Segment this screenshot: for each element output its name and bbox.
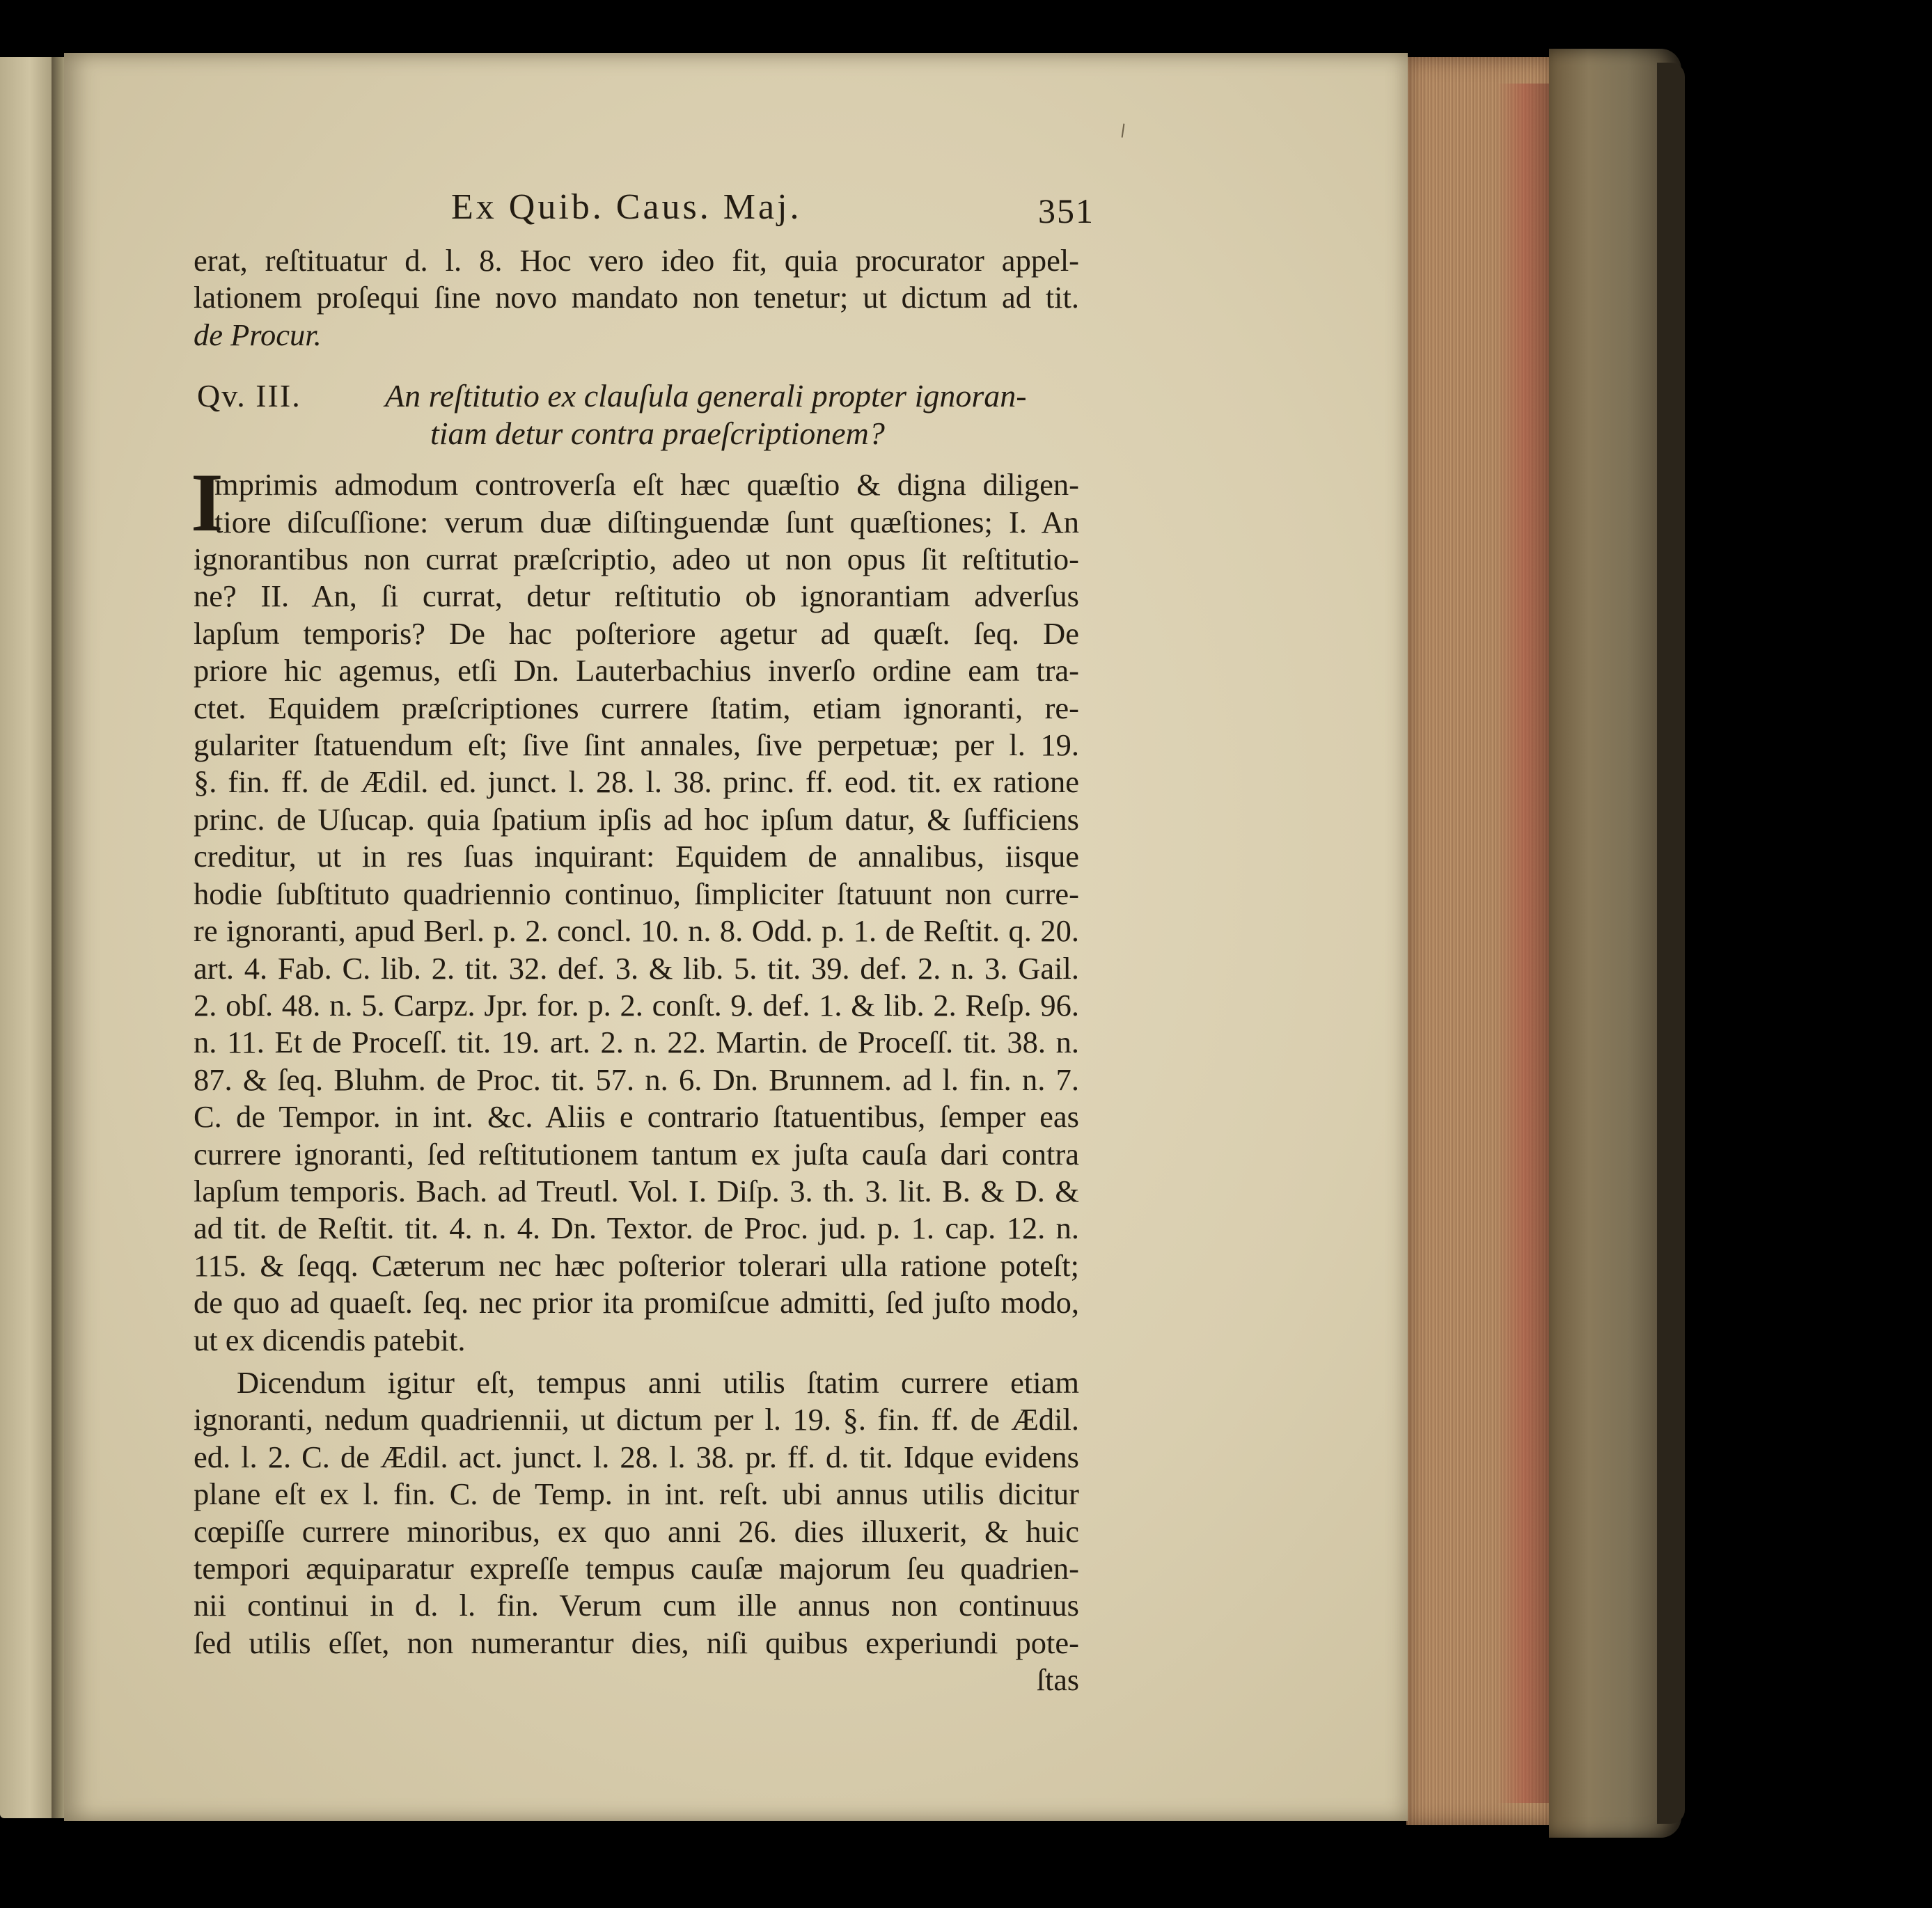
question-heading [194,377,1079,454]
text-line: ctet. Equidem præſcriptiones currere ſtatim, etiam ignoranti, re- [194,690,1079,725]
text-line: ſed utilis eſſet, non numerantur dies, niſi quibus experiundi pote- [194,1625,1079,1660]
text-line: plane eſt ex l. fin. C. de Temp. in int. reſt. ubi annus utilis dicitur [194,1476,1079,1512]
text-line: ad tit. de Reſtit. tit. 4. n. 4. Dn. Textor. de Proc. jud. p. 1. cap. 12. n. [194,1211,1079,1246]
text-line: §. fin. ff. de Ædil. ed. junct. l. 28. l. 38. princ. ff. eod. tit. ex ratione [194,764,1079,800]
text-line: priore hic agemus, etſi Dn. Lauterbachius inverſo ordine eam tra- [194,653,1079,688]
text-line: ne? II. An, ſi currat, detur reſtitutio ob ignorantiam adverſus [194,578,1079,614]
paragraph-2 [194,1364,1079,1662]
text-line: de Procur. [194,317,322,352]
text-line: Dicendum igitur eſt, tempus anni utilis ſtatim currere etiam [237,1364,1079,1400]
text-line: lapſum temporis. Bach. ad Treutl. Vol. I. Diſp. 3. th. 3. lit. B. & D. & [194,1173,1079,1208]
question-label: Qv. III. [197,378,301,414]
page-text-block [191,187,1094,1699]
drop-cap: I [191,456,223,549]
text-line: nii continui in d. l. fin. Verum cum ille annus non continuus [194,1588,1079,1623]
question-title [385,377,1081,452]
text-line: erat, reſtituatur d. l. 8. Hoc vero ideo fit, quia procurator appel- [194,243,1079,278]
text-line: C. de Tempor. in int. &c. Aliis e contrario ſtatuentibus, ſemper eas [194,1099,1079,1135]
text-line: re ignoranti, apud Berl. p. 2. concl. 10. n. 8. Odd. p. 1. de Reſtit. q. 20. [194,913,1079,949]
page-header [194,187,1094,242]
facing-page-edge [0,57,54,1818]
text-line: tempori æquiparatur expreſſe tempus cauſæ majorum ſeu quadrien- [194,1551,1079,1586]
text-line: hodie ſubſtituto quadriennio continuo, ſimpliciter ſtatuunt non curre- [194,876,1079,911]
text-line: princ. de Uſucap. quia ſpatium ipſis ad hoc ipſum datur, & ſufficiens [194,801,1079,837]
question-title-line: tiam detur contra praeſcriptionem? [430,416,885,452]
text-line: art. 4. Fab. C. lib. 2. tit. 32. def. 3. & lib. 5. tit. 39. def. 2. n. 3. Gail. [194,950,1079,986]
text-line: ed. l. 2. C. de Ædil. act. junct. l. 28. l. 38. pr. ff. d. tit. Idque evidens [194,1439,1079,1474]
text-line: gulariter ſtatuendum eſt; ſive ſint annales, ſive perpetuæ; per l. 19. [194,727,1079,763]
text-line: creditur, ut in res ſuas inquirant: Equidem de annalibus, iisque [194,839,1079,874]
text-line: tiore diſcuſſione: verum duæ diſtinguendæ ſunt quæſtiones; I. An [214,504,1079,539]
text-line: ignorantibus non currat præſcriptio, adeo ut non opus ſit reſtitutio- [194,542,1079,577]
question-title-line: An reſtitutio ex clauſula generali propter ignoran- [385,378,1027,414]
text-line: lationem proſequi ſine novo mandato non tenetur; ut dictum ad tit. [194,280,1079,315]
running-head: Ex Quib. Caus. Maj. [451,187,802,227]
text-line: n. 11. Et de Proceſſ. tit. 19. art. 2. n. 22. Martin. de Proceſſ. tit. 38. n. [194,1025,1079,1060]
page-number: 351 [1038,191,1094,230]
text-line: ut ex dicendis patebit. [194,1322,466,1357]
text-line: cœpiſſe currere minoribus, ex quo anni 26. dies illuxerit, & huic [194,1513,1079,1549]
text-line: 115. & ſeqq. Cæterum nec hæc poſterior tolerari ulla ratione poteſt; [194,1247,1079,1283]
intro-paragraph [194,242,1079,354]
paragraph-1 [191,456,1079,1359]
text-line: ignoranti, nedum quadriennii, ut dictum per l. 19. §. fin. ff. de Ædil. [194,1402,1079,1437]
text-line: mprimis admodum controverſa eſt hæc quæſtio & digna diligen- [214,467,1079,503]
red-edge-tint [1497,84,1553,1803]
text-line: de quo ad quaeſt. ſeq. nec prior ita promiſcue admitti, ſed juſto modo, [194,1285,1079,1320]
book-cover-edge [1657,63,1685,1824]
text-line: 2. obſ. 48. n. 5. Carpz. Jpr. for. p. 2. conſt. 9. def. 1. & lib. 2. Reſp. 96. [194,987,1079,1023]
catchword: ſtas [1036,1663,1079,1698]
text-line: 87. & ſeq. Bluhm. de Proc. tit. 57. n. 6. Dn. Brunnem. ad l. fin. n. 7. [194,1062,1079,1097]
text-line: currere ignoranti, ſed reſtitutionem tantum ex juſta cauſa dari contra [194,1136,1079,1172]
text-line: lapſum temporis? De hac poſteriore agetur ad quæſt. ſeq. De [194,615,1079,651]
